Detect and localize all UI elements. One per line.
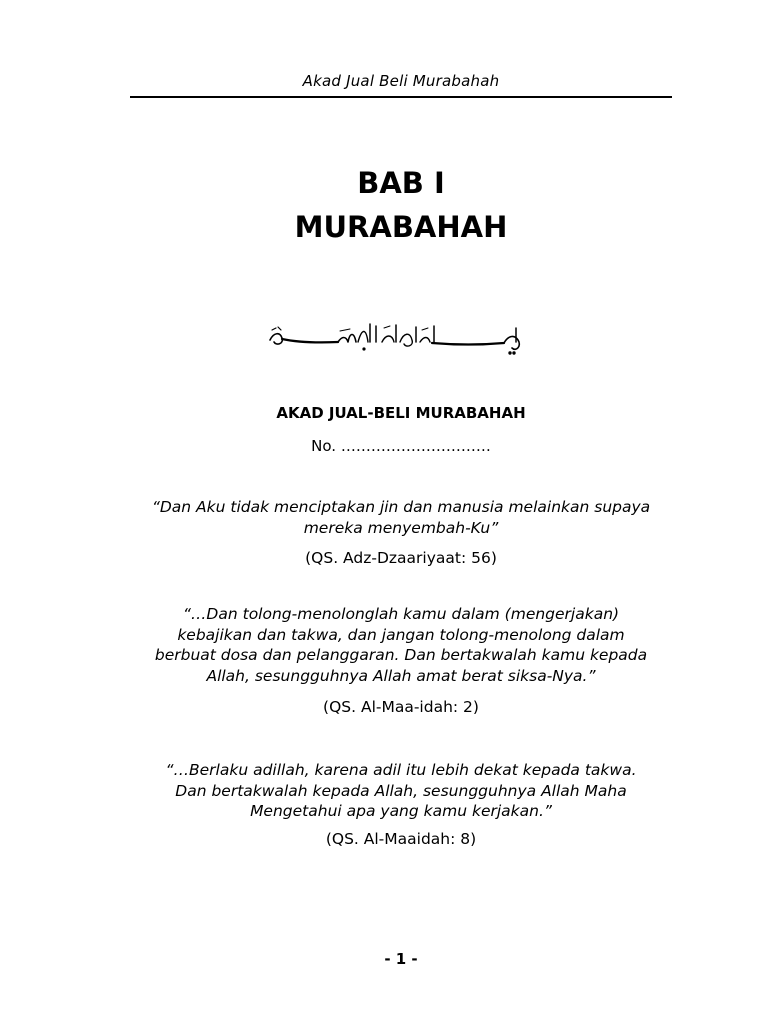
quote-al-maa-idah [120,604,682,686]
quote-adz-dzaariyaat [120,497,682,538]
chapter-title: MURABAHAH [294,210,508,244]
quote-line: “…Berlaku adillah, karena adil itu lebih dekat kepada takwa. [165,761,637,779]
quote-line: kebajikan dan takwa, dan jangan tolong-menolong dalam [177,625,625,644]
quote-line: Mengetahui apa yang kamu kerjakan.” [250,802,552,820]
basmala-calligraphy-icon [266,318,528,358]
quote-line: berbuat dosa dan pelanggaran. Dan bertakwalah kamu kepada [154,646,648,664]
quote-source: (QS. Al-Maaidah: 8) [325,830,477,848]
quote-line: “Dan Aku tidak menciptakan jin dan manusia melainkan supaya [151,498,651,516]
quote-line: mereka menyembah-Ku” [303,518,499,537]
running-header: Akad Jual Beli Murabahah [302,72,500,90]
header-rule [130,96,672,98]
quote-source: (QS. Al-Maa-idah: 2) [323,698,479,716]
quote-al-maaidah [120,760,682,822]
chapter-number: BAB I [357,166,445,200]
contract-number: No. ………………………… [311,437,491,455]
page-number: - 1 - [384,950,418,968]
quote-source: (QS. Adz-Dzaariyaat: 56) [305,549,497,567]
quote-line: Allah, sesungguhnya Allah amat berat siksa-Nya.” [206,666,596,685]
quote-line: Dan bertakwalah kepada Allah, sesungguhnya Allah Maha [175,781,627,800]
contract-title: AKAD JUAL-BELI MURABAHAH [276,404,526,422]
quote-line: “…Dan tolong-menolonglah kamu dalam (mengerjakan) [182,605,620,623]
